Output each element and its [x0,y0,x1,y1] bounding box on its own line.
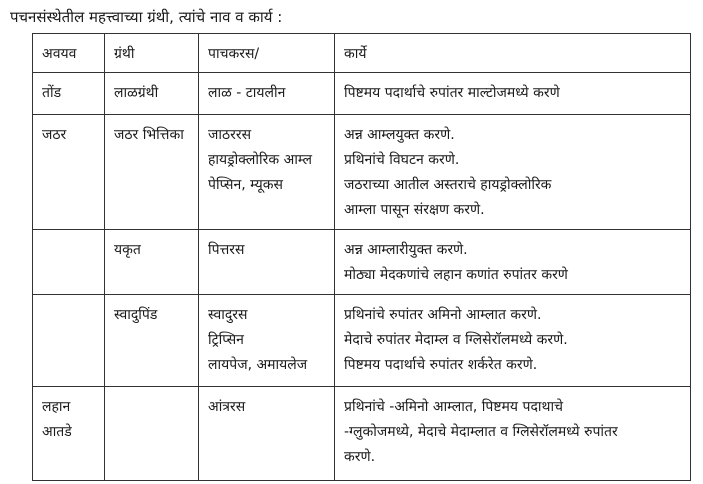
cell-gland [105,295,199,387]
juice-text: पेप्सिन, म्यूकस [208,177,283,193]
juice-text: पित्तरस [208,242,245,258]
function-text: पिष्टमय पदार्थाचे रुपांतर माल्टोजमध्ये करणे [344,85,560,101]
cell-gland [105,387,199,481]
cell-gland [105,115,199,230]
function-text: मोठ्या मेदकणांचे लहान कणांत रुपांतर करणे [344,267,568,283]
table-row [33,295,691,387]
cell-juice [199,295,335,387]
function-text: पिष्टमय पदार्थाचे रुपांतर शर्करेत करणे. [344,357,538,373]
juice-text: लायपेज, अमायलेज [208,357,308,373]
header-cell-functions: कार्ये [335,34,691,73]
juice-text: जाठररस [208,127,252,143]
table-row [33,73,691,115]
cell-organ [33,230,105,295]
function-text: करणे. [344,449,376,465]
cell-juice [199,73,335,115]
table-header-row [33,34,691,73]
cell-juice [199,115,335,230]
function-text: मेदाचे रुपांतर मेदाम्ल व ग्लिसेरॉलमध्ये करणे. [344,332,568,348]
header-cell-organ: अवयव [33,34,105,73]
organ-text: लहान [42,399,71,415]
function-text: प्रथिनांचे रुपांतर अमिनो आम्लात करणे. [344,307,542,323]
function-text: अन्न आम्लारीयुक्त करणे. [344,242,468,258]
cell-organ [33,387,105,481]
cell-organ [33,73,105,115]
cell-functions [335,387,691,481]
gland-text: यकृत [114,242,141,258]
cell-gland [105,230,199,295]
function-text: -ग्लुकोजमध्ये, मेदाचे मेदाम्लात व ग्लिसेरॉलमध्ये रुपांतर [344,424,618,440]
juice-text: स्वादुरस [208,307,248,323]
gland-text: जठर भित्तिका [114,127,184,143]
juice-text: लाळ - टायलीन [208,85,286,101]
function-text: जठराच्या आतील अस्तराचे हायड्रोक्लोरिक [344,177,552,193]
juice-text: हायड्रोक्लोरिक आम्ल [208,152,313,168]
cell-functions [335,73,691,115]
gland-text: लाळग्रंथी [114,85,159,101]
function-text: प्रथिनांचे -अमिनो आम्लात, पिष्टमय पदाथाचे [344,399,563,415]
cell-gland [105,73,199,115]
digestive-glands-table [32,33,691,481]
juice-text: आंत्ररस [208,399,246,415]
function-text: प्रथिनांचे विघटन करणे. [344,152,460,168]
cell-organ [33,115,105,230]
function-text: आम्ला पासून संरक्षण करणे. [344,202,485,218]
organ-text: जठर [42,127,67,143]
header-cell-juice: पाचकरस/ [199,34,335,73]
table-row [33,230,691,295]
cell-juice [199,230,335,295]
table-row [33,115,691,230]
cell-functions [335,230,691,295]
cell-juice [199,387,335,481]
gland-text: स्वादुपिंड [114,307,158,323]
cell-organ [33,295,105,387]
header-cell-gland: ग्रंथी [105,34,199,73]
table-row [33,387,691,481]
cell-functions [335,115,691,230]
cell-functions [335,295,691,387]
organ-text: आतडे [42,424,72,440]
juice-text: ट्रिप्सिन [208,332,244,348]
page-heading: पचनसंस्थेतील महत्त्वाच्या ग्रंथी, त्यांचे नाव व कार्य : [10,8,283,26]
organ-text: तोंड [42,85,62,101]
function-text: अन्न आम्लयुक्त करणे. [344,127,455,143]
